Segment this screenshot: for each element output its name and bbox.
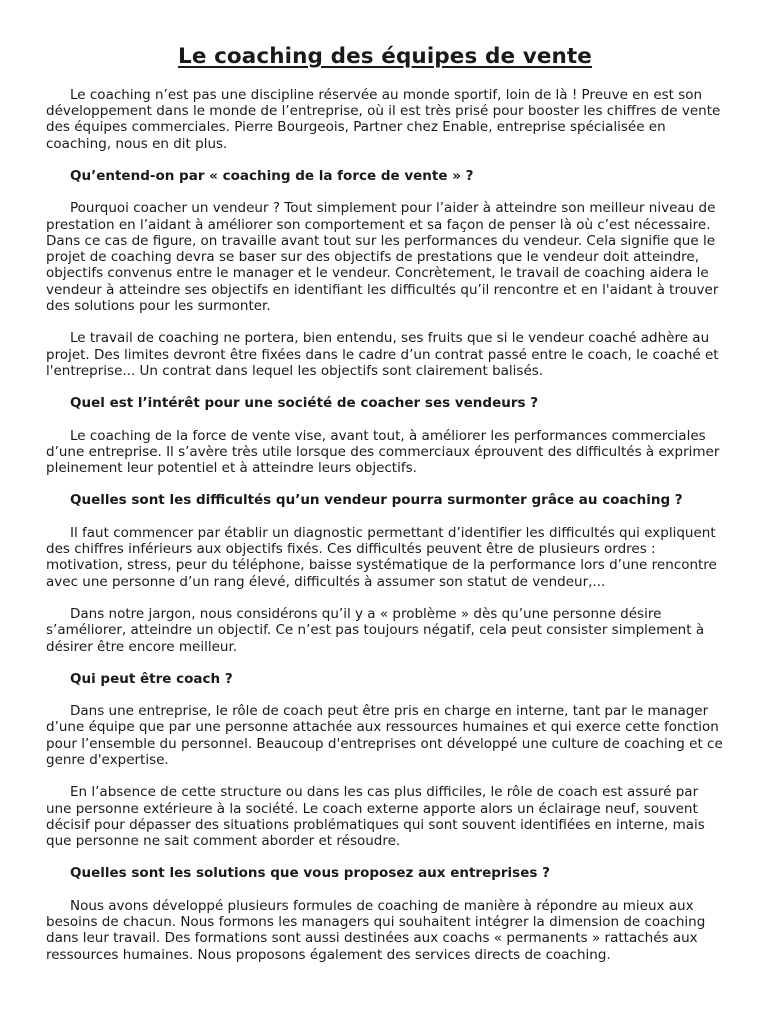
section-heading: Qu’entend-on par « coaching de la force de vente » ? [70, 167, 474, 184]
section-2 [46, 395, 724, 476]
section-paragraph: Pourquoi coacher un vendeur ? Tout simplement pour l’aider à atteindre son meilleur niveau de prestation en l’aidant à améliorer son comportement et sa façon de penser là où c’est nécessaire. Dans ce cas de figure, on travaille avant tout sur les performances du vendeur. Cela signifie que le projet de coaching devra se baser sur des objectifs de prestations que le vendeur doit atteindre, objectifs convenus entre le manager et le vendeur. Concrètement, le travail de coaching aidera le vendeur à atteindre ses objectifs en identifiant les difficultés qu’il rencontre et en l'aidant à trouver des solutions pour les surmonter. [46, 200, 719, 315]
section-3 [46, 492, 724, 654]
section-1 [46, 168, 724, 379]
section-heading: Quelles sont les difficultés qu’un vendeur pourra surmonter grâce au coaching ? [70, 492, 683, 509]
section-heading: Qui peut être coach ? [70, 670, 233, 687]
document-page [46, 44, 724, 979]
section-heading: Quelles sont les solutions que vous proposez aux entreprises ? [70, 865, 550, 882]
section-paragraph: Nous avons développé plusieurs formules de coaching de manière à répondre au mieux aux besoins de chacun. Nous formons les managers qui souhaitent intégrer la dimension de coaching dans leur travail. Des formations sont aussi destinées aux coachs « permanents » rattachés aux ressources humaines. Nous proposons également des services directs de coaching. [46, 897, 706, 963]
section-paragraph: Dans une entreprise, le rôle de coach peut être pris en charge en interne, tant par le manager d’une équipe que par une personne attachée aux ressources humaines et qui exerce cette fonction pour l’ensemble du personnel. Beaucoup d'entreprises ont développé une culture de coaching et ce genre d'expertise. [46, 703, 723, 768]
section-paragraph: Le travail de coaching ne portera, bien entendu, ses fruits que si le vendeur coaché adhère au projet. Des limites devront être fixées dans le cadre d’un contrat passé entre le coach, le coaché et l'entreprise... Un contrat dans lequel les objectifs sont clairement balisés. [46, 330, 719, 379]
section-paragraph: Le coaching de la force de vente vise, avant tout, à améliorer les performances commerciales d’une entreprise. Il s’avère très utile lorsque des commerciaux éprouvent des difficultés à exprimer pleinement leur potentiel et à atteindre leurs objectifs. [46, 427, 720, 477]
section-5 [46, 865, 724, 962]
section-heading: Quel est l’intérêt pour une société de coacher ses vendeurs ? [70, 395, 539, 412]
section-4 [46, 671, 724, 850]
section-paragraph: Il faut commencer par établir un diagnostic permettant d’identifier les difficultés qui expliquent des chiffres inférieurs aux objectifs fixés. Ces difficultés peuvent être de plusieurs ordres : motivation, stress, peur du téléphone, baisse systématique de la performance lors d’une rencontre avec une personne d’un rang élevé, difficultés à assumer son statut de vendeur,... [46, 524, 717, 590]
section-paragraph: En l’absence de cette structure ou dans les cas plus difficiles, le rôle de coach est assuré par une personne extérieure à la société. Le coach externe apporte alors un éclairage neuf, souvent décisif pour dépasser des situations problématiques qui sont souvent identifiées en interne, mais que personne ne sait comment aborder et résoudre. [46, 784, 705, 850]
section-paragraph: Dans notre jargon, nous considérons qu’il y a « problème » dès qu’une personne désire s’améliorer, atteindre un objectif. Ce n’est pas toujours négatif, cela peut consister simplement à désirer être encore meilleur. [46, 605, 705, 655]
intro-paragraph: Le coaching n’est pas une discipline réservée au monde sportif, loin de là ! Preuve en est son développement dans le monde de l’entreprise, où il est très prisé pour booster les chiffres de vente des équipes commerciales. Pierre Bourgeois, Partner chez Enable, entreprise spécialisée en coaching, nous en dit plus. [46, 86, 721, 152]
document-title: Le coaching des équipes de vente [178, 44, 592, 69]
